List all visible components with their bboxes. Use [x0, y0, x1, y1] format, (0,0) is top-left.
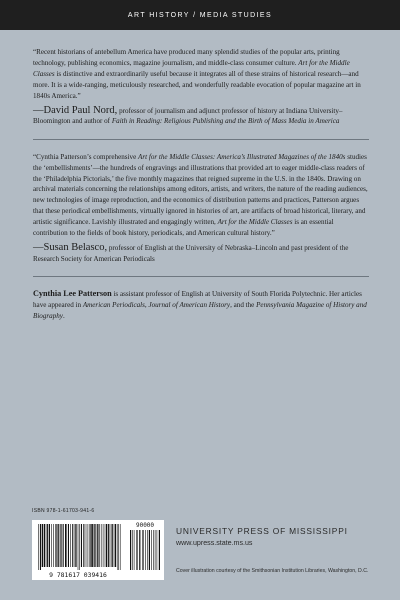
bio-text: is assistant professor of English at University of South Florida Polytechnic. Her articles have appeared in [33, 290, 362, 310]
barcode-bar [70, 524, 71, 567]
barcode-area [32, 508, 164, 588]
barcode-bar [53, 524, 54, 567]
endorser-name: —Susan Belasco, [33, 241, 108, 253]
barcode [32, 520, 164, 580]
bio-text: , and the [230, 301, 257, 310]
price-addon-bar [151, 530, 152, 570]
price-addon-bar [134, 530, 135, 570]
barcode-bar [97, 524, 98, 567]
barcode-bar [94, 524, 95, 567]
barcode-bar [83, 524, 84, 567]
barcode-bars [38, 524, 121, 570]
price-addon-bar [136, 530, 137, 570]
barcode-bar [61, 524, 62, 567]
publication-title: American Periodicals [82, 301, 145, 310]
barcode-bar [105, 524, 106, 567]
barcode-bar [55, 524, 56, 567]
publisher-url[interactable]: www.upress.state.ms.us [176, 539, 253, 547]
price-addon-bar [139, 530, 140, 570]
barcode-bar [60, 524, 61, 567]
author-name: Cynthia Lee Patterson [33, 289, 112, 299]
price-addon-bar [143, 530, 144, 570]
book-title: Art for the Middle Classes [217, 218, 293, 227]
price-addon-bars [130, 530, 160, 570]
barcode-bar [58, 524, 59, 567]
barcode-bar [111, 524, 112, 567]
barcode-bar [76, 524, 77, 567]
barcode-bar [46, 524, 47, 567]
barcode-bar [47, 524, 48, 567]
author-bio [33, 289, 369, 322]
category-bar [0, 0, 400, 30]
barcode-bar [56, 524, 57, 567]
divider [33, 276, 369, 277]
price-addon-bar [157, 530, 158, 570]
price-addon-bar [153, 530, 154, 570]
barcode-graphic [32, 520, 164, 580]
barcode-bar [44, 524, 45, 567]
bio-text: , [144, 301, 149, 310]
barcode-bar [86, 524, 87, 567]
barcode-bar [51, 524, 52, 567]
back-cover-text [33, 47, 369, 322]
price-addon-bar [142, 530, 143, 570]
endorser-affiliation: professor of English at the University of Nebraska–Lincoln and past president of the Research Society for American Periodicals [33, 243, 349, 263]
barcode-bar [88, 524, 89, 567]
price-addon-bar [159, 530, 160, 570]
barcode-digits: 9 781617 039416 [49, 571, 107, 579]
barcode-bar [40, 524, 41, 570]
barcode-bar [90, 524, 91, 567]
barcode-bar [38, 524, 39, 570]
price-addon-bar [137, 530, 138, 570]
price-code: 90000 [135, 522, 155, 529]
attribution-belasco [33, 243, 369, 264]
price-addon-bar [149, 530, 150, 570]
price-addon-bar [145, 530, 146, 570]
endorser-affiliation: professor of journalism and adjunct professor of history at Indiana University–Bloomington and author of [33, 106, 343, 126]
barcode-bar [112, 524, 113, 567]
publisher-name: UNIVERSITY PRESS OF MISSISSIPPI [176, 526, 348, 536]
endorser-name: —David Paul Nord, [33, 104, 118, 116]
barcode-bar [120, 524, 121, 570]
barcode-bar [42, 524, 44, 567]
barcode-bar [75, 524, 76, 567]
barcode-bar [110, 524, 111, 567]
barcode-bar [72, 524, 73, 567]
barcode-bar [95, 524, 96, 567]
barcode-bar [103, 524, 104, 567]
price-addon-bar [130, 530, 131, 570]
attribution-nord [33, 106, 369, 127]
price-addon-bar [155, 530, 156, 570]
blurb-text: studies the ‘embellishments’—the hundreds of engravings and illustrations that provided art to eager middle-class readers of the ‘Philadelphia Pictorials,’ the five monthly magazines that reigned supreme in the U.S. in the 1840s. Drawing on archival materials concerning the relationships among editors, artists, and writers, the nature of the reading audiences, new technologies of image reproduction, and the economics of distribution patterns and practices, Patterson argues that these periodical embellishments, virtually ignored in histories of art, are artifacts of broad historical, literary, and artistic significance. Lavishly illustrated and engagingly written, [33, 152, 368, 227]
barcode-bar [63, 524, 64, 567]
blurb-text: is an essential contribution to the fields of book history, periodicals, and American cultural history.” [33, 218, 334, 238]
blurb-text: “Cynthia Patterson’s comprehensive [33, 152, 139, 161]
barcode-bar [108, 524, 109, 567]
barcode-bar [99, 524, 100, 567]
price-addon-bar [147, 530, 148, 570]
barcode-bar [91, 524, 93, 567]
publication-title: Journal of American History [148, 301, 231, 310]
barcode-bar [106, 524, 107, 567]
barcode-bar [81, 524, 82, 567]
price-addon-bar [132, 530, 133, 570]
blurb-nord [33, 47, 369, 102]
blurb-text: “Recent historians of antebellum America have produced many splendid studies of the popular arts, printing technology, publishing economics, magazine journalism, and middle-class consumer culture. [33, 48, 340, 67]
barcode-bar [78, 524, 79, 570]
publication-title: Pennsylvania Magazine of History and Biography [33, 301, 367, 320]
book-title: Art for the Middle Classes: America’s Illustrated Magazines of the 1840s [138, 152, 346, 161]
endorser-book-title: Faith in Reading: Religious Publishing and the Birth of Mass Media in America [111, 117, 340, 126]
barcode-bar [68, 524, 69, 567]
barcode-bar [118, 524, 119, 570]
barcode-bar [79, 524, 80, 570]
barcode-bar [65, 524, 67, 567]
book-title: Art for the Middle Classes [33, 58, 350, 78]
category-label: ART HISTORY / MEDIA STUDIES [127, 11, 273, 19]
bio-text: . [62, 311, 65, 320]
publisher-block [176, 526, 376, 547]
cover-credit: Cover illustration courtesy of the Smithsonian Institution Libraries, Washington, D.C. [176, 568, 369, 574]
isbn-label: ISBN 978-1-61703-941-6 [32, 508, 95, 514]
blurb-text: is distinctive and extraordinarily useful because it integrates all of these strains of historical research—and more. It is a wide-ranging, meticulously researched, and wonderfully readable evocation of popular magazine art in 1840s America.” [33, 69, 361, 100]
barcode-bar [49, 524, 50, 567]
blurb-belasco [33, 152, 369, 239]
barcode-bar [101, 524, 102, 567]
divider [33, 139, 369, 140]
barcode-bar [115, 524, 117, 567]
